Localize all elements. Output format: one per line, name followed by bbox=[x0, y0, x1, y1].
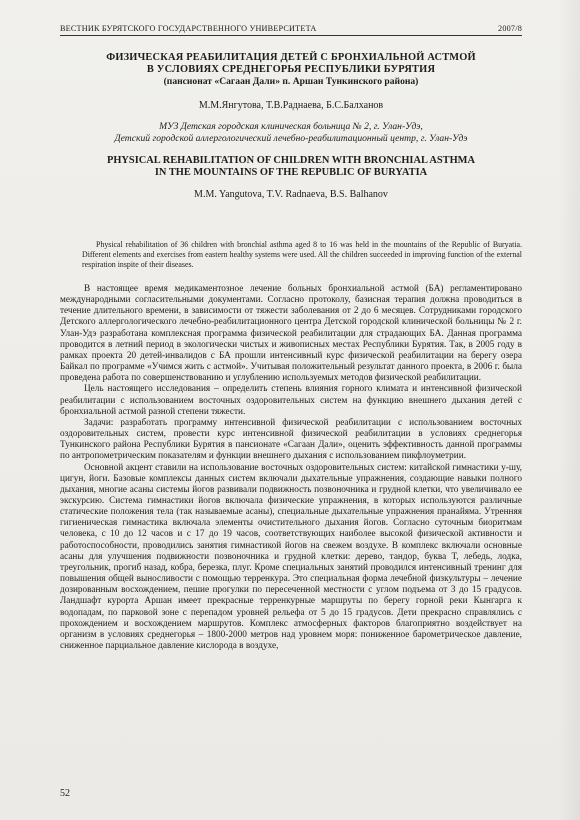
paragraph-intro: В настоящее время медикаментозное лечение больных бронхиальной астмой (БА) регламентировано международными согласительными документами. Согласно протоколу, базисная терапия должна проводиться в течение длительного времени, в зависимости от тяжести заболевания от 2 до 6 месяцев. Сотрудниками городского Детского аллергологического лечебно-реабилитационного центра Детской городской клинической больницы № 2 г. Улан-Удэ разработана комплексная программа физической реабилитации для страдающих БА. Данная программа проводится в летний период в экологически чистых и живописных местах Республики Бурятия. Так, в 2005 году в рамках проекта 20 детей-инвалидов с БА прошли интенсивный курс физической реабилитации на берегу озера Байкал по программе «Учимся жить с астмой». Учитывая положительный результат данного проекта, в 2006 г. была проведена работа по совершенствованию и углублению используемых методов физической реабилитации. bbox=[60, 284, 522, 384]
title-ru-line-3: (пансионат «Сагаан Дали» п. Аршан Тункинского района) bbox=[163, 76, 419, 87]
paragraph-methods: Основной акцент ставили на использование восточных оздоровительных систем: китайской гимнастики у-шу, цигун, йоги. Базовые комплексы данных систем включали дыхательные упражнения, создающие навыки полного дыхания, многие асаны системы йогов развивали подвижность позвоночника и грудной клетки, что увеличивало ее экскурсию. Система гимнастики йогов включала физические упражнения, в которых используются различные статические положения тела (так называемые асаны), специальные дыхательные упражнения пранайяма. Утренняя гигиеническая гимнастика включала элементы очистительного дыхания йогов. Согласно суточным биоритмам человека, с 10 до 12 часов и с 17 до 19 часов, соответствующих наиболее высокой физической активности и работоспособности, проводились занятия гимнастикой йогов на свежем воздухе. В комплекс включали основные асаны для улучшения подвижности позвоночника и грудной клетки: дерево, тандор, буква Т, лебедь, лодка, треугольник, прогиб назад, кобра, березка, плуг. Кроме специальных занятий проводился интенсивный тренинг для повышения общей выносливости с помощью терренкура. Это специальная форма лечебной физкультуры – лечение дозированным восхождением, пешие прогулки по пересеченной местности с углом подъема от 3 до 15 градусов. Ландшафт курорта Аршан имеет прекрасные терренкурные маршруты по берегу горной реки Кынгарга к водопадам, по парковой зоне с перепадом уровней рельефа от 5 до 15 градусов. Дети прекрасно справлялись с прохождением и восхождением маршрутов. Комплекс атмосферных факторов благоприятно воздействует на организм в условиях среднегорья – 1800-2000 метров над уровнем моря: пониженное барометрическое давление, сниженное парциальное давление кислорода в воздухе, bbox=[60, 462, 522, 651]
paragraph-tasks: Задачи: разработать программу интенсивной физической реабилитации с использованием восточных оздоровительных систем, провести курс интенсивной физической реабилитации в условиях среднегорья Тункинского района Республики Бурятия в пансионате «Сагаан Дали», оценить эффективность данной программы по антропометрическим показателям и функции внешнего дыхания с использованием пикфлоуметрии. bbox=[60, 417, 522, 462]
scan-shadow bbox=[558, 0, 580, 820]
page-number: 52 bbox=[60, 788, 70, 799]
affiliation-line-2: Детский городской аллергологический лечебно-реабилитационный центр, г. Улан-Удэ bbox=[114, 133, 468, 144]
title-ru-line-2: В УСЛОВИЯХ СРЕДНЕГОРЬЯ РЕСПУБЛИКИ БУРЯТИЯ bbox=[146, 64, 436, 75]
authors-ru: М.М.Янгутова, Т.В.Раднаева, Б.С.Балханов bbox=[198, 100, 384, 111]
authors-en: M.M. Yangutova, T.V. Radnaeva, B.S. Balhanov bbox=[194, 189, 388, 200]
title-block bbox=[60, 52, 522, 200]
issue-number: 2007/8 bbox=[498, 24, 522, 33]
article-body bbox=[60, 284, 522, 652]
journal-name: ВЕСТНИК БУРЯТСКОГО ГОСУДАРСТВЕННОГО УНИВЕРСИТЕТА bbox=[60, 24, 317, 33]
affiliation-line-1: МУЗ Детская городская клиническая больница № 2, г. Улан-Удэ, bbox=[159, 121, 423, 132]
title-en-line-2: IN THE MOUNTAINS OF THE REPUBLIC OF BURYATIA bbox=[154, 167, 428, 178]
title-en-line-1: PHYSICAL REHABILITATION OF CHILDREN WITH BRONCHIAL ASTHMA bbox=[107, 155, 475, 166]
abstract: Physical rehabilitation of 36 children with bronchial asthma aged 8 to 16 was held in the mountains of the Republic of Buryatia. Different elements and exercises from eastern healthy systems were used. All the children succeeded in improving function of the external respiration inspite of their diseases. bbox=[82, 240, 522, 269]
running-header bbox=[60, 24, 522, 36]
paragraph-aim: Цель настоящего исследования – определить степень влияния горного климата и интенсивной физической реабилитации с использованием восточных оздоровительных систем на функцию внешнего дыхания детей с бронхиальной астмой разной степени тяжести. bbox=[60, 384, 522, 417]
title-ru-line-1: ФИЗИЧЕСКАЯ РЕАБИЛИТАЦИЯ ДЕТЕЙ С БРОНХИАЛЬНОЙ АСТМОЙ bbox=[106, 52, 476, 63]
